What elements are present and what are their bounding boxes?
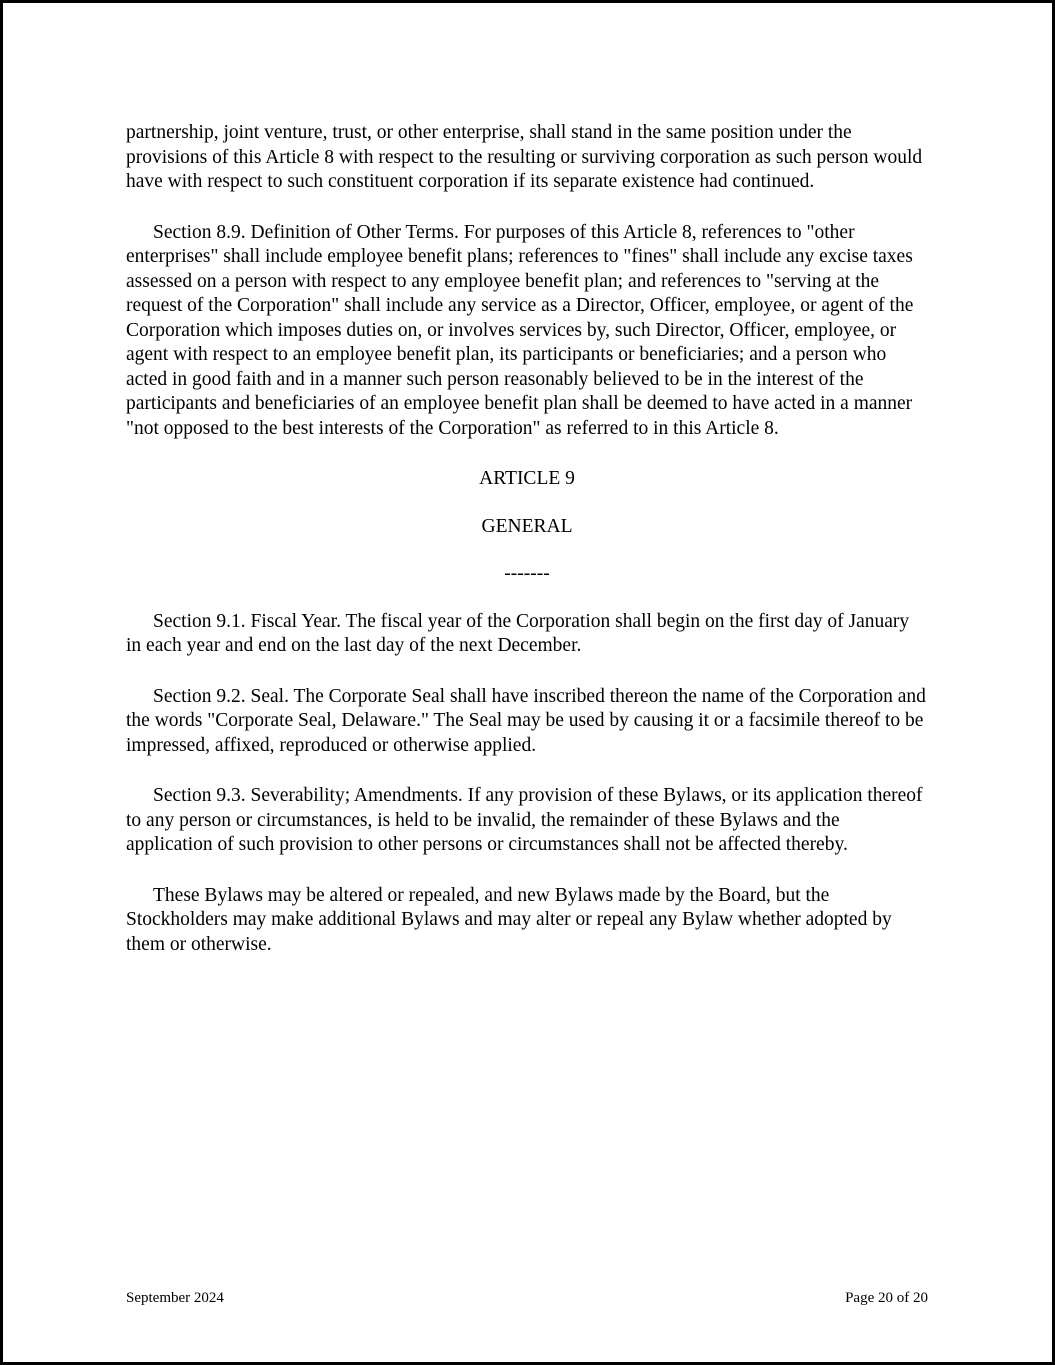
paragraph-section-9-2: Section 9.2. Seal. The Corporate Seal shall have inscribed thereon the name of the Corporation and the words "Corporate Seal, Delaware." The Seal may be used by causing it or a facsimile thereof to be impressed, affixed, reproduced or otherwise applied.: [126, 685, 926, 756]
heading-divider-dashes: -------: [504, 563, 550, 584]
footer-page-number: Page 20 of 20: [845, 1290, 928, 1306]
paragraph-section-9-1: Section 9.1. Fiscal Year. The fiscal year of the Corporation shall begin on the first day of January in each year and end on the last day of the next December.: [126, 610, 910, 656]
article-9-heading: ARTICLE 9: [479, 468, 575, 489]
general-heading: GENERAL: [481, 515, 573, 537]
page-footer: [126, 1289, 928, 1307]
paragraph-amendments: These Bylaws may be altered or repealed, and new Bylaws made by the Board, but the Stockholders may make additional Bylaws and may alter or repeal any Bylaw whether adopted by them or otherwise.: [126, 884, 892, 955]
footer-date: September 2024: [126, 1290, 224, 1306]
document-body: [126, 121, 928, 983]
paragraph-continuation: partnership, joint venture, trust, or other enterprise, shall stand in the same position under the provisions of this Article 8 with respect to the resulting or surviving corporation as such person would have with respect to such constituent corporation if its separate existence had continued.: [126, 122, 923, 192]
paragraph-section-8-9: Section 8.9. Definition of Other Terms. For purposes of this Article 8, references to "other enterprises" shall include employee benefit plans; references to "fines" shall include any excise taxes assessed on a person with respect to any employee benefit plan; and references to "serving at the request of the Corporation" shall include any service as a Director, Officer, employee, or agent of the Corporation which imposes duties on, or involves services by, such Director, Officer, employee, or agent with respect to an employee benefit plan, its participants or beneficiaries; and a person who acted in good faith and in a manner such person reasonably believed to be in the interest of the participants and beneficiaries of an employee benefit plan shall be deemed to have acted in a manner "not opposed to the best interests of the Corporation" as referred to in this Article 8.: [126, 221, 914, 439]
paragraph-section-9-3: Section 9.3. Severability; Amendments. If any provision of these Bylaws, or its application thereof to any person or circumstances, is held to be invalid, the remainder of these Bylaws and the application of such provision to other persons or circumstances shall not be affected thereby.: [126, 785, 923, 855]
